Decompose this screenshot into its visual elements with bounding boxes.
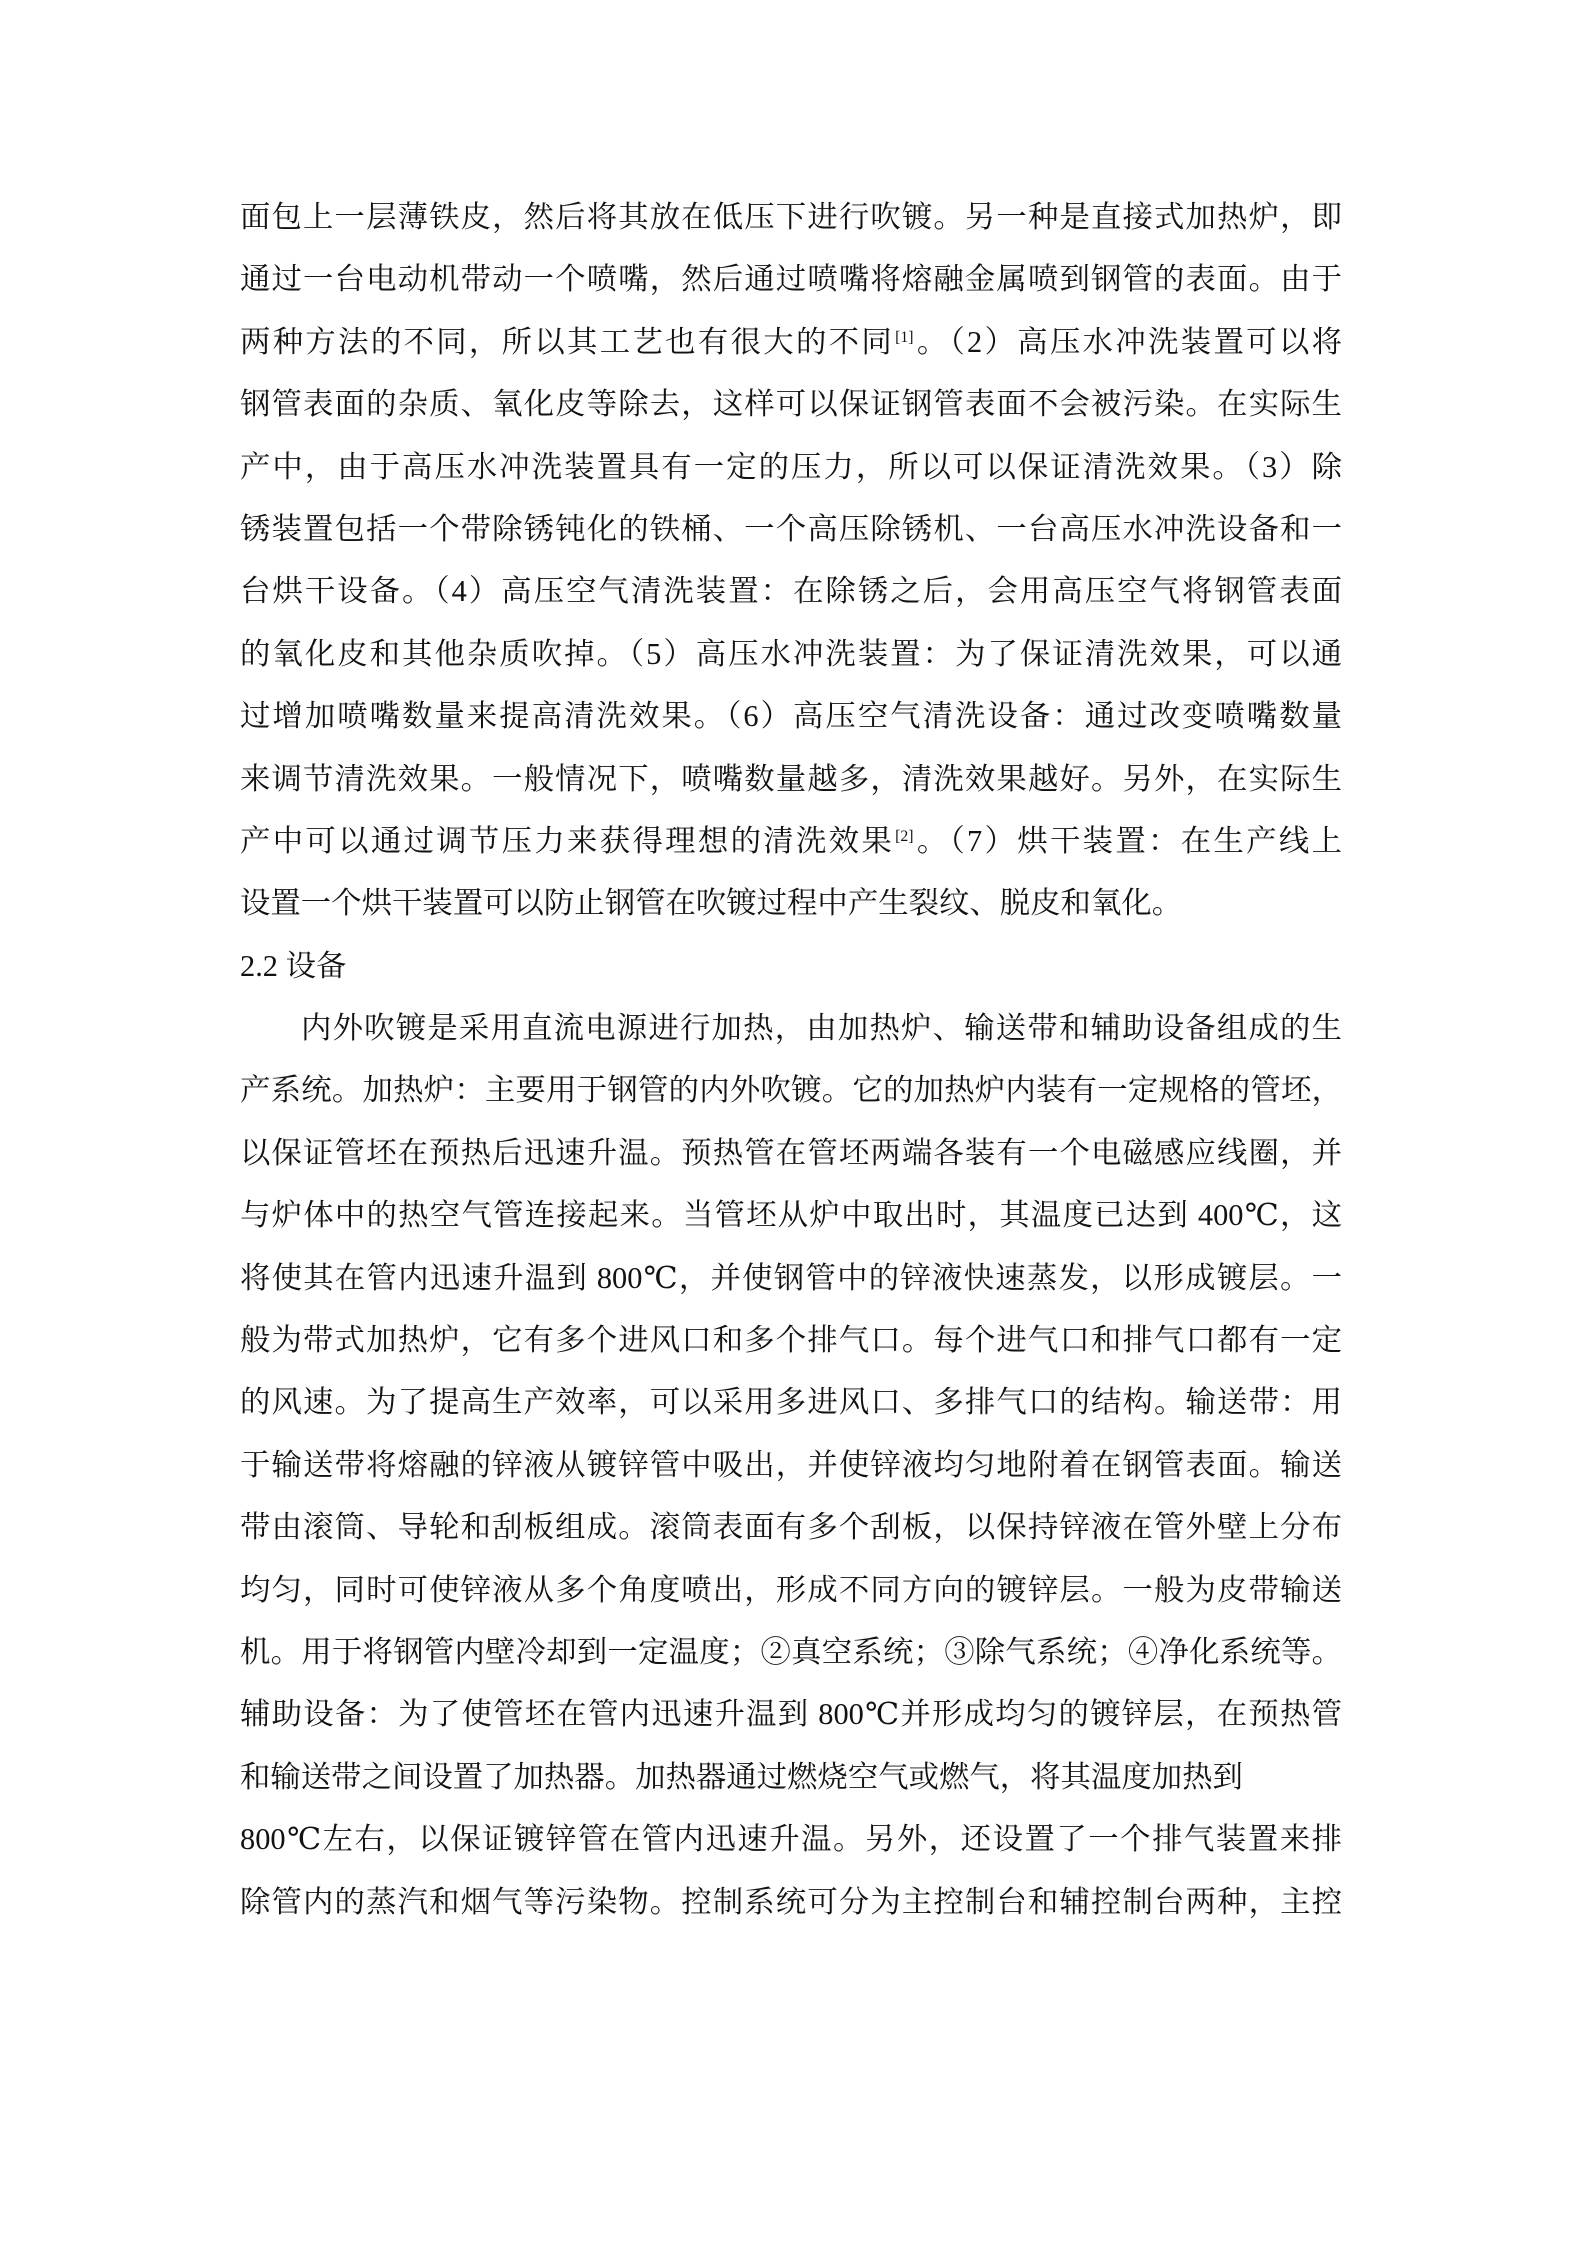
text-segment: 般为带式加热炉，它有多个进风口和多个排气口。每个进气口和排气口都有一定 [240, 1323, 1342, 1358]
text-line [240, 1434, 1342, 1496]
text-line [240, 810, 1342, 872]
text-line [240, 186, 1342, 248]
text-line [240, 1746, 1342, 1808]
text-segment: 内外吹镀是采用直流电源进行加热，由加热炉、输送带和辅助设备组成的生 [301, 1011, 1342, 1046]
text-segment: 将使其在管内迅速升温到 800℃，并使钢管中的锌液快速蒸发，以形成镀层。一 [240, 1260, 1342, 1295]
text-line [240, 1621, 1342, 1683]
text-segment: 机。用于将钢管内壁冷却到一定温度；②真空系统；③除气系统；④净化系统等。 [240, 1634, 1342, 1669]
text-segment: 。（7）烘干装置：在生产线上 [914, 823, 1342, 858]
text-segment: 辅助设备：为了使管坯在管内迅速升温到 800℃并形成均匀的镀锌层，在预热管 [240, 1697, 1342, 1732]
text-line [240, 1808, 1342, 1870]
text-segment: 的氧化皮和其他杂质吹掉。（5）高压水冲洗装置：为了保证清洗效果，可以通 [240, 636, 1342, 671]
text-segment: 均匀，同时可使锌液从多个角度喷出，形成不同方向的镀锌层。一般为皮带输送 [240, 1572, 1342, 1607]
text-segment: 产系统。加热炉：主要用于钢管的内外吹镀。它的加热炉内装有一定规格的管坯， [240, 1073, 1342, 1108]
text-line [240, 1559, 1342, 1621]
text-line [240, 1059, 1342, 1121]
text-segment: 通过一台电动机带动一个喷嘴，然后通过喷嘴将熔融金属喷到钢管的表面。由于 [240, 262, 1342, 297]
text-segment: 以保证管坯在预热后迅速升温。预热管在管坯两端各装有一个电磁感应线圈，并 [240, 1135, 1342, 1170]
text-segment: 产中可以通过调节压力来获得理想的清洗效果 [240, 823, 895, 858]
text-line [240, 997, 1342, 1059]
text-segment: 于输送带将熔融的锌液从镀锌管中吸出，并使锌液均匀地附着在钢管表面。输送 [240, 1447, 1342, 1482]
text-segment: 产中，由于高压水冲洗装置具有一定的压力，所以可以保证清洗效果。（3）除 [240, 449, 1342, 484]
text-segment: 两种方法的不同，所以其工艺也有很大的不同 [240, 324, 895, 359]
text-line [240, 1871, 1342, 1933]
text-segment: 和输送带之间设置了加热器。加热器通过燃烧空气或燃气，将其温度加热到 [240, 1759, 1243, 1794]
text-segment: 锈装置包括一个带除锈钝化的铁桶、一个高压除锈机、一台高压水冲洗设备和一 [240, 511, 1342, 546]
text-segment: 面包上一层薄铁皮，然后将其放在低压下进行吹镀。另一种是直接式加热炉，即 [240, 200, 1342, 234]
text-line [240, 311, 1342, 373]
text-line [240, 373, 1342, 435]
text-line [240, 1371, 1342, 1433]
text-segment: 带由滚筒、导轮和刮板组成。滚筒表面有多个刮板，以保持锌液在管外壁上分布 [240, 1510, 1342, 1545]
text-line [240, 1683, 1342, 1745]
text-line [240, 872, 1342, 934]
text-line [240, 623, 1342, 685]
text-line [240, 1309, 1342, 1371]
text-line [240, 436, 1342, 498]
text-line [240, 248, 1342, 310]
text-segment: 设置一个烘干装置可以防止钢管在吹镀过程中产生裂纹、脱皮和氧化。 [240, 886, 1183, 921]
text-line [240, 1122, 1342, 1184]
text-line [240, 560, 1342, 622]
text-segment: 与炉体中的热空气管连接起来。当管坯从炉中取出时，其温度已达到 400℃，这 [240, 1198, 1342, 1233]
text-segment: 除管内的蒸汽和烟气等污染物。控制系统可分为主控制台和辅控制台两种，主控 [240, 1884, 1342, 1919]
text-line [240, 498, 1342, 560]
text-line [240, 1247, 1342, 1309]
text-line [240, 1496, 1342, 1558]
text-line [240, 748, 1342, 810]
text-line [240, 685, 1342, 747]
text-segment: 来调节清洗效果。一般情况下，喷嘴数量越多，清洗效果越好。另外，在实际生 [240, 761, 1342, 796]
text-content [240, 186, 1342, 1933]
text-segment: 的风速。为了提高生产效率，可以采用多进风口、多排气口的结构。输送带：用 [240, 1385, 1342, 1420]
text-segment: 台烘干设备。（4）高压空气清洗装置：在除锈之后，会用高压空气将钢管表面 [240, 574, 1342, 609]
footnote-reference: [1] [895, 328, 914, 346]
text-segment: 800℃左右，以保证镀锌管在管内迅速升温。另外，还设置了一个排气装置来排 [240, 1822, 1342, 1857]
text-segment: 钢管表面的杂质、氧化皮等除去，这样可以保证钢管表面不会被污染。在实际生 [240, 387, 1342, 422]
text-segment: 。（2）高压水冲洗装置可以将 [914, 324, 1342, 359]
text-line [240, 1184, 1342, 1246]
section-heading: 2.2 设备 [240, 948, 347, 983]
text-segment: 过增加喷嘴数量来提高清洗效果。（6）高压空气清洗设备：通过改变喷嘴数量 [240, 699, 1342, 734]
footnote-reference: [2] [895, 828, 914, 846]
